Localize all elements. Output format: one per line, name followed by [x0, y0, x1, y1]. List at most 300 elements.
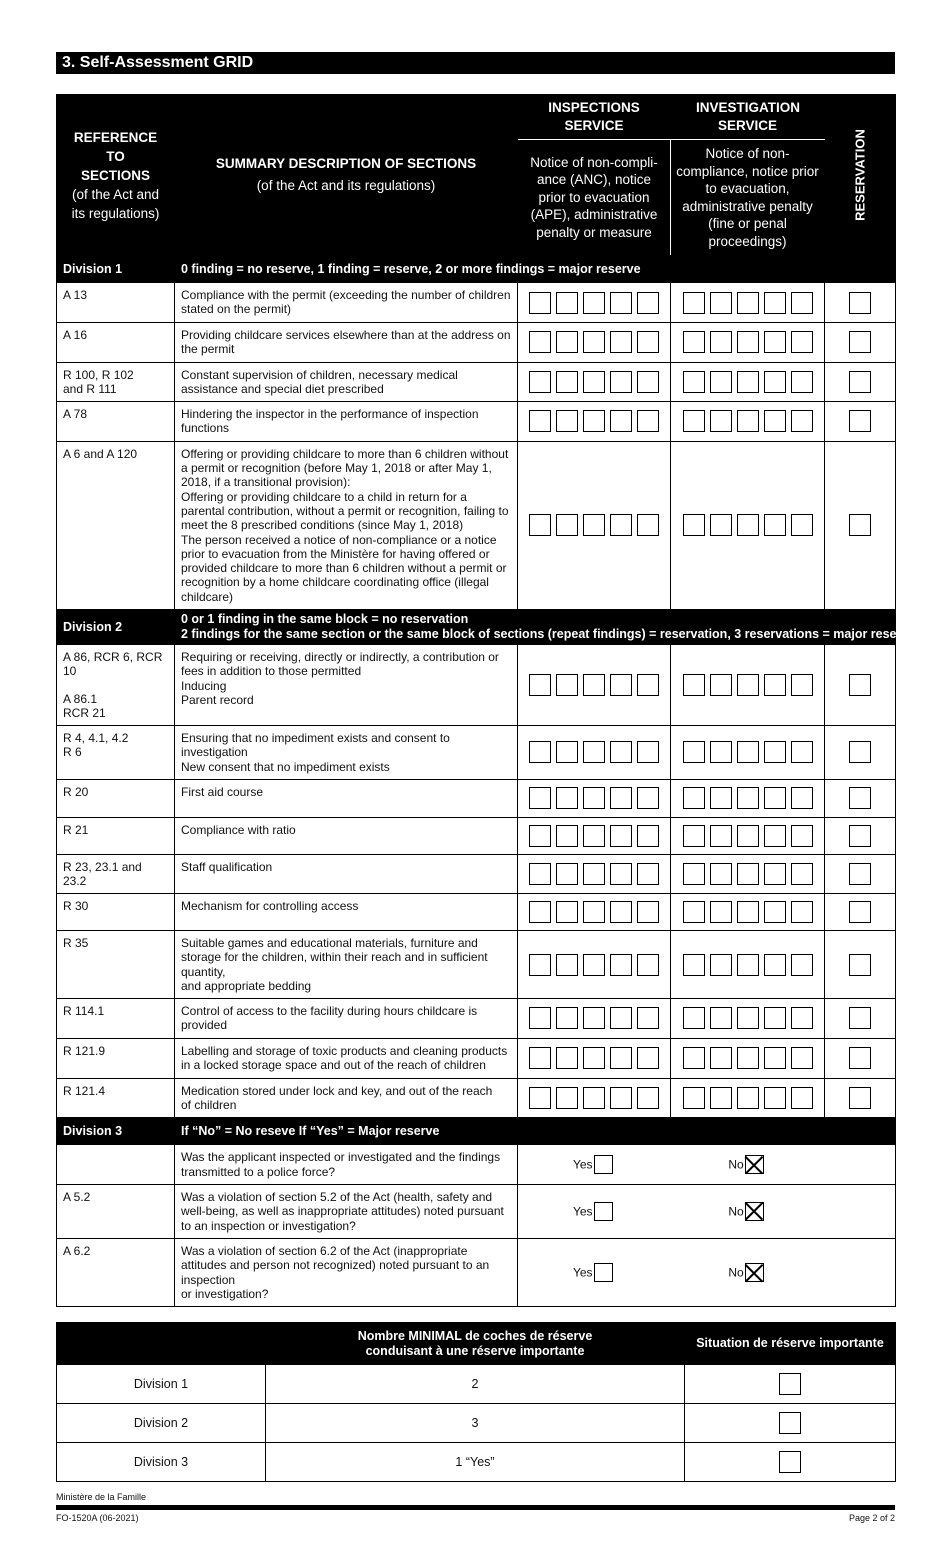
- no-label: No: [728, 1204, 744, 1219]
- inspection-checkbox[interactable]: [556, 954, 578, 976]
- inspection-checkbox[interactable]: [529, 901, 551, 923]
- header-inv-note: [671, 140, 825, 256]
- inspection-checkbox[interactable]: [610, 1047, 632, 1069]
- section-reference: R 4, 4.1, 4.2 R 6: [57, 726, 175, 780]
- investigation-checkbox[interactable]: [791, 292, 813, 314]
- investigation-checkbox[interactable]: [737, 674, 759, 696]
- inspection-checkbox[interactable]: [556, 331, 578, 353]
- reservation-checkbox[interactable]: [849, 825, 871, 847]
- reservation-box: [825, 441, 896, 609]
- inspection-checkbox[interactable]: [583, 292, 605, 314]
- investigation-checkbox[interactable]: [683, 1047, 705, 1069]
- investigation-checkbox[interactable]: [764, 371, 786, 393]
- investigation-boxes: [671, 441, 825, 609]
- division-label: Division 1: [57, 256, 175, 283]
- header-reservation-label: RESERVATION: [852, 129, 868, 221]
- summary-header-min: [266, 1323, 685, 1365]
- inspection-checkbox[interactable]: [637, 1047, 659, 1069]
- summary-situation: [685, 1404, 896, 1443]
- investigation-checkbox[interactable]: [737, 410, 759, 432]
- inspection-checkbox[interactable]: [610, 825, 632, 847]
- inspection-checkbox[interactable]: [637, 410, 659, 432]
- reservation-box: [825, 283, 896, 323]
- reservation-checkbox[interactable]: [849, 863, 871, 885]
- division-rule: [175, 610, 939, 645]
- section-reference: A 6 and A 120: [57, 441, 175, 609]
- section-reference: R 30: [57, 893, 175, 930]
- inspections-boxes: [518, 779, 671, 817]
- investigation-checkbox[interactable]: [791, 371, 813, 393]
- inspections-boxes: [518, 854, 671, 893]
- investigation-checkbox[interactable]: [791, 410, 813, 432]
- header-inv-title: INVESTIGATION SERVICE: [696, 100, 801, 133]
- investigation-checkbox[interactable]: [683, 1087, 705, 1109]
- summary-row: [57, 1404, 896, 1443]
- inspection-checkbox[interactable]: [529, 292, 551, 314]
- grid-row: [57, 645, 896, 726]
- inspection-checkbox[interactable]: [556, 787, 578, 809]
- investigation-checkbox[interactable]: [710, 674, 732, 696]
- reservation-box: [825, 323, 896, 363]
- investigation-checkbox[interactable]: [737, 1047, 759, 1069]
- no-label: No: [728, 1265, 744, 1280]
- inspection-checkbox[interactable]: [529, 741, 551, 763]
- grid-row: [57, 854, 896, 893]
- investigation-checkbox[interactable]: [737, 787, 759, 809]
- inspection-checkbox[interactable]: [529, 825, 551, 847]
- investigation-checkbox[interactable]: [683, 514, 705, 536]
- investigation-checkbox[interactable]: [764, 674, 786, 696]
- header-ref-title: REFERENCE TO SECTIONS: [73, 129, 158, 183]
- grid-row: [57, 930, 896, 998]
- reservation-box: [825, 402, 896, 442]
- summary-table: [56, 1322, 896, 1482]
- inspection-checkbox[interactable]: [556, 514, 578, 536]
- summary-row: [57, 1365, 896, 1404]
- inspection-checkbox[interactable]: [610, 1007, 632, 1029]
- investigation-boxes: [671, 1038, 825, 1078]
- investigation-boxes: [671, 817, 825, 854]
- inspection-checkbox[interactable]: [529, 331, 551, 353]
- investigation-checkbox[interactable]: [791, 787, 813, 809]
- footer-page: Page 2 of 2: [848, 1513, 895, 1523]
- summary-min-label: Nombre MINIMAL de coches de réserve conduisant à une réserve importante: [357, 1328, 593, 1358]
- investigation-checkbox[interactable]: [764, 410, 786, 432]
- inspection-checkbox[interactable]: [529, 514, 551, 536]
- division-rule-text: If “No” = No reseve If “Yes” = Major reserve: [181, 1123, 440, 1138]
- inspection-checkbox[interactable]: [637, 371, 659, 393]
- investigation-boxes: [671, 999, 825, 1039]
- inspection-checkbox[interactable]: [583, 674, 605, 696]
- inspection-checkbox[interactable]: [610, 331, 632, 353]
- section-reference: R 20: [57, 779, 175, 817]
- division-rule: [175, 1118, 896, 1145]
- footer-rule: [56, 1505, 895, 1510]
- investigation-checkbox[interactable]: [710, 410, 732, 432]
- inspection-checkbox[interactable]: [583, 825, 605, 847]
- inspection-checkbox[interactable]: [556, 410, 578, 432]
- section-reference: R 100, R 102 and R 111: [57, 362, 175, 402]
- reservation-checkbox[interactable]: [849, 331, 871, 353]
- yes-label: Yes: [572, 1204, 593, 1219]
- investigation-checkbox[interactable]: [737, 331, 759, 353]
- inspection-checkbox[interactable]: [610, 410, 632, 432]
- summary-situation: [685, 1443, 896, 1482]
- inspection-checkbox[interactable]: [610, 371, 632, 393]
- investigation-checkbox[interactable]: [764, 292, 786, 314]
- grid-row: [57, 1184, 896, 1238]
- inspection-checkbox[interactable]: [529, 1047, 551, 1069]
- inspection-checkbox[interactable]: [583, 514, 605, 536]
- footer-form-id: FO-1520A (06-2021): [56, 1513, 139, 1523]
- investigation-checkbox[interactable]: [764, 1047, 786, 1069]
- investigation-checkbox[interactable]: [791, 331, 813, 353]
- investigation-checkbox[interactable]: [764, 741, 786, 763]
- section-reference: R 35: [57, 930, 175, 998]
- inspection-checkbox[interactable]: [556, 1007, 578, 1029]
- reservation-checkbox[interactable]: [849, 410, 871, 432]
- section-description: Staff qualification: [175, 854, 518, 893]
- reservation-checkbox[interactable]: [849, 371, 871, 393]
- header-sum-title: SUMMARY DESCRIPTION OF SECTIONS: [215, 156, 477, 171]
- summary-minimum: 2: [266, 1365, 685, 1404]
- section-description: Requiring or receiving, directly or indirectly, a contribution or fees in addition to those permitted Inducing Parent record: [175, 645, 518, 726]
- section-reference: R 121.9: [57, 1038, 175, 1078]
- inspection-checkbox[interactable]: [583, 331, 605, 353]
- investigation-checkbox[interactable]: [683, 410, 705, 432]
- section-description: Control of access to the facility during hours childcare is provided: [175, 999, 518, 1039]
- yes-option: [518, 1238, 671, 1306]
- self-assessment-grid: [56, 94, 939, 1307]
- investigation-checkbox[interactable]: [683, 292, 705, 314]
- yes-checkbox[interactable]: [594, 1263, 613, 1282]
- grid-row: [57, 1145, 896, 1185]
- inspection-checkbox[interactable]: [610, 787, 632, 809]
- inspection-checkbox[interactable]: [637, 901, 659, 923]
- inspection-checkbox[interactable]: [583, 410, 605, 432]
- investigation-checkbox[interactable]: [737, 863, 759, 885]
- form-page: [56, 52, 939, 1482]
- investigation-checkbox[interactable]: [683, 674, 705, 696]
- investigation-checkbox[interactable]: [737, 825, 759, 847]
- inspections-boxes: [518, 283, 671, 323]
- investigation-checkbox[interactable]: [791, 741, 813, 763]
- investigation-checkbox[interactable]: [791, 1087, 813, 1109]
- section-description: Was a violation of section 5.2 of the Act (health, safety and well-being, as well as inappropriate attitudes) noted pursuant to an inspection or investigation?: [175, 1184, 518, 1238]
- investigation-checkbox[interactable]: [683, 787, 705, 809]
- inspection-checkbox[interactable]: [529, 371, 551, 393]
- investigation-checkbox[interactable]: [737, 1087, 759, 1109]
- investigation-checkbox[interactable]: [791, 1007, 813, 1029]
- inspection-checkbox[interactable]: [637, 292, 659, 314]
- situation-checkbox[interactable]: [779, 1412, 801, 1434]
- inspection-checkbox[interactable]: [610, 863, 632, 885]
- inspection-checkbox[interactable]: [583, 371, 605, 393]
- inspection-checkbox[interactable]: [610, 741, 632, 763]
- inspection-checkbox[interactable]: [583, 954, 605, 976]
- no-label: No: [728, 1157, 744, 1172]
- no-option: [671, 1184, 825, 1238]
- inspection-checkbox[interactable]: [583, 863, 605, 885]
- investigation-checkbox[interactable]: [683, 825, 705, 847]
- grid-row: [57, 441, 896, 609]
- inspection-checkbox[interactable]: [529, 863, 551, 885]
- reservation-box: [825, 645, 896, 726]
- reservation-box: [825, 362, 896, 402]
- investigation-checkbox[interactable]: [764, 1087, 786, 1109]
- header-reservation: [825, 95, 896, 256]
- investigation-checkbox[interactable]: [683, 1007, 705, 1029]
- division-header-row: [57, 1118, 896, 1145]
- grid-row: [57, 779, 896, 817]
- investigation-boxes: [671, 779, 825, 817]
- footer-org: Ministère de la Famille: [56, 1492, 147, 1502]
- inspection-checkbox[interactable]: [637, 674, 659, 696]
- investigation-checkbox[interactable]: [710, 863, 732, 885]
- investigation-boxes: [671, 362, 825, 402]
- inspection-checkbox[interactable]: [637, 825, 659, 847]
- investigation-checkbox[interactable]: [764, 901, 786, 923]
- investigation-checkbox[interactable]: [737, 1007, 759, 1029]
- section-description: Providing childcare services elsewhere than at the address on the permit: [175, 323, 518, 363]
- investigation-checkbox[interactable]: [764, 954, 786, 976]
- inspection-checkbox[interactable]: [637, 514, 659, 536]
- grid-row: [57, 362, 896, 402]
- inspection-checkbox[interactable]: [610, 1087, 632, 1109]
- inspection-checkbox[interactable]: [610, 954, 632, 976]
- inspection-checkbox[interactable]: [556, 674, 578, 696]
- inspections-boxes: [518, 726, 671, 780]
- investigation-checkbox[interactable]: [710, 514, 732, 536]
- inspection-checkbox[interactable]: [610, 901, 632, 923]
- summary-division: Division 3: [57, 1443, 266, 1482]
- investigation-checkbox[interactable]: [737, 292, 759, 314]
- summary-situation: [685, 1365, 896, 1404]
- inspections-boxes: [518, 999, 671, 1039]
- investigation-boxes: [671, 893, 825, 930]
- investigation-checkbox[interactable]: [710, 331, 732, 353]
- section-reference: A 13: [57, 283, 175, 323]
- inspection-checkbox[interactable]: [610, 674, 632, 696]
- reservation-checkbox[interactable]: [849, 954, 871, 976]
- inspection-checkbox[interactable]: [556, 901, 578, 923]
- grid-row: [57, 1078, 896, 1118]
- inspections-boxes: [518, 893, 671, 930]
- yes-option: [518, 1184, 671, 1238]
- investigation-checkbox[interactable]: [737, 901, 759, 923]
- inspection-checkbox[interactable]: [529, 1007, 551, 1029]
- investigation-checkbox[interactable]: [791, 674, 813, 696]
- investigation-checkbox[interactable]: [737, 514, 759, 536]
- investigation-checkbox[interactable]: [764, 331, 786, 353]
- investigation-checkbox[interactable]: [764, 825, 786, 847]
- inspection-checkbox[interactable]: [637, 954, 659, 976]
- investigation-checkbox[interactable]: [791, 901, 813, 923]
- investigation-checkbox[interactable]: [683, 331, 705, 353]
- inspection-checkbox[interactable]: [529, 787, 551, 809]
- investigation-checkbox[interactable]: [710, 901, 732, 923]
- inspection-checkbox[interactable]: [637, 741, 659, 763]
- reservation-box: [825, 726, 896, 780]
- inspection-checkbox[interactable]: [637, 331, 659, 353]
- section-reference: R 121.4: [57, 1078, 175, 1118]
- section-reference: [57, 1145, 175, 1185]
- summary-header-blank: [57, 1323, 266, 1365]
- section-description: Hindering the inspector in the performance of inspection functions: [175, 402, 518, 442]
- investigation-checkbox[interactable]: [710, 371, 732, 393]
- section-description: Was the applicant inspected or investigated and the findings transmitted to a police force?: [175, 1145, 518, 1185]
- investigation-boxes: [671, 402, 825, 442]
- section-description: Was a violation of section 6.2 of the Act (inappropriate attitudes and person not recognized) noted pursuant to an inspection or investigation?: [175, 1238, 518, 1306]
- inspection-checkbox[interactable]: [556, 863, 578, 885]
- investigation-checkbox[interactable]: [764, 787, 786, 809]
- reservation-checkbox[interactable]: [849, 901, 871, 923]
- header-summary: [175, 95, 518, 256]
- yes-label: Yes: [572, 1265, 593, 1280]
- investigation-boxes: [671, 1078, 825, 1118]
- situation-checkbox[interactable]: [779, 1451, 801, 1473]
- reservation-box: [825, 817, 896, 854]
- situation-checkbox[interactable]: [779, 1373, 801, 1395]
- inspection-checkbox[interactable]: [637, 1087, 659, 1109]
- investigation-checkbox[interactable]: [710, 741, 732, 763]
- investigation-checkbox[interactable]: [791, 863, 813, 885]
- investigation-boxes: [671, 726, 825, 780]
- section-reference: A 5.2: [57, 1184, 175, 1238]
- section-description: Compliance with ratio: [175, 817, 518, 854]
- reservation-checkbox[interactable]: [849, 1007, 871, 1029]
- inspection-checkbox[interactable]: [610, 514, 632, 536]
- inspection-checkbox[interactable]: [556, 741, 578, 763]
- investigation-checkbox[interactable]: [764, 514, 786, 536]
- yes-checkbox[interactable]: [594, 1202, 613, 1221]
- grid-row: [57, 323, 896, 363]
- reservation-checkbox[interactable]: [849, 741, 871, 763]
- section-reference: R 23, 23.1 and 23.2: [57, 854, 175, 893]
- inspection-checkbox[interactable]: [583, 901, 605, 923]
- investigation-checkbox[interactable]: [710, 954, 732, 976]
- inspection-checkbox[interactable]: [583, 1047, 605, 1069]
- section-description: First aid course: [175, 779, 518, 817]
- inspections-boxes: [518, 645, 671, 726]
- section-description: Medication stored under lock and key, and out of the reach of children: [175, 1078, 518, 1118]
- summary-minimum: 1 “Yes”: [266, 1443, 685, 1482]
- header-insp-title: INSPECTIONS SERVICE: [548, 100, 640, 133]
- inspection-checkbox[interactable]: [529, 410, 551, 432]
- grid-row: [57, 402, 896, 442]
- section-title: 3. Self-Assessment GRID: [56, 52, 895, 74]
- investigation-checkbox[interactable]: [791, 514, 813, 536]
- summary-header-situation: [685, 1323, 896, 1365]
- division-rule-text: 0 finding = no reserve, 1 finding = reserve, 2 or more findings = major reserve: [181, 261, 641, 276]
- inspection-checkbox[interactable]: [637, 863, 659, 885]
- investigation-checkbox[interactable]: [683, 954, 705, 976]
- inspection-checkbox[interactable]: [556, 1047, 578, 1069]
- section-description: Labelling and storage of toxic products and cleaning products in a locked storage space and out of the reach of children: [175, 1038, 518, 1078]
- inspection-checkbox[interactable]: [556, 292, 578, 314]
- inspection-checkbox[interactable]: [610, 292, 632, 314]
- investigation-checkbox[interactable]: [683, 371, 705, 393]
- reservation-checkbox[interactable]: [849, 674, 871, 696]
- inspections-boxes: [518, 1038, 671, 1078]
- investigation-boxes: [671, 645, 825, 726]
- inspection-checkbox[interactable]: [556, 825, 578, 847]
- inspection-checkbox[interactable]: [583, 741, 605, 763]
- empty-cell: [825, 1238, 896, 1306]
- reservation-checkbox[interactable]: [849, 787, 871, 809]
- section-description: Mechanism for controlling access: [175, 893, 518, 930]
- division-rule-text-2: 2 findings for the same section or the same block of sections (repeat findings) = reservation, 3 reservations = major reservation: [181, 627, 939, 642]
- no-checkbox[interactable]: [745, 1155, 764, 1174]
- no-option: [671, 1145, 825, 1185]
- investigation-checkbox[interactable]: [737, 371, 759, 393]
- inspections-boxes: [518, 930, 671, 998]
- yes-checkbox[interactable]: [594, 1155, 613, 1174]
- investigation-checkbox[interactable]: [683, 901, 705, 923]
- reservation-checkbox[interactable]: [849, 292, 871, 314]
- investigation-checkbox[interactable]: [764, 1007, 786, 1029]
- investigation-boxes: [671, 930, 825, 998]
- inspections-boxes: [518, 1078, 671, 1118]
- investigation-checkbox[interactable]: [737, 954, 759, 976]
- investigation-checkbox[interactable]: [683, 741, 705, 763]
- no-checkbox[interactable]: [745, 1202, 764, 1221]
- inspection-checkbox[interactable]: [583, 1087, 605, 1109]
- investigation-checkbox[interactable]: [710, 1047, 732, 1069]
- investigation-boxes: [671, 323, 825, 363]
- inspection-checkbox[interactable]: [529, 1087, 551, 1109]
- investigation-checkbox[interactable]: [683, 863, 705, 885]
- inspection-checkbox[interactable]: [556, 371, 578, 393]
- inspection-checkbox[interactable]: [529, 954, 551, 976]
- inspection-checkbox[interactable]: [529, 674, 551, 696]
- inspections-boxes: [518, 362, 671, 402]
- reservation-checkbox[interactable]: [849, 1047, 871, 1069]
- header-ref-sub: (of the Act and its regulations): [71, 186, 160, 221]
- investigation-checkbox[interactable]: [791, 825, 813, 847]
- investigation-checkbox[interactable]: [791, 1047, 813, 1069]
- inspection-checkbox[interactable]: [583, 1007, 605, 1029]
- inspection-checkbox[interactable]: [556, 1087, 578, 1109]
- inspection-checkbox[interactable]: [637, 787, 659, 809]
- grid-row: [57, 283, 896, 323]
- investigation-checkbox[interactable]: [710, 825, 732, 847]
- investigation-checkbox[interactable]: [791, 954, 813, 976]
- grid-row: [57, 726, 896, 780]
- section-description: Offering or providing childcare to more than 6 children without a permit or recognition (before May 1, 2018 or after May 1, 2018, if a transitional provision): Offering or providing childcare to a child in return for a parental contribution, without a permit or recognition, failing to meet the 8 prescribed conditions (since May 1, 2018) The person received a notice of non-compliance or a notice prior to evacuation from the Ministère for having offered or provided childcare to more than 6 children without a permit or recognition by a home childcare coordinating office (illegal childcare): [175, 441, 518, 609]
- insp-note-text: Notice of non-compli-ance (ANC), notice prior to evacuation (APE), administrative penalty or measure: [530, 154, 658, 240]
- investigation-checkbox[interactable]: [710, 292, 732, 314]
- division-rule-text: 0 or 1 finding in the same block = no reservation: [181, 612, 469, 627]
- summary-division: Division 2: [57, 1404, 266, 1443]
- section-description: Compliance with the permit (exceeding the number of children stated on the permit): [175, 283, 518, 323]
- inspections-boxes: [518, 817, 671, 854]
- reservation-box: [825, 1078, 896, 1118]
- investigation-checkbox[interactable]: [737, 741, 759, 763]
- reservation-checkbox[interactable]: [849, 514, 871, 536]
- inv-note-text: Notice of non-compliance, notice prior to evacuation, administrative penalty (fine or penal proceedings): [676, 146, 819, 249]
- yes-option: [518, 1145, 671, 1185]
- investigation-checkbox[interactable]: [710, 1087, 732, 1109]
- inspection-checkbox[interactable]: [637, 1007, 659, 1029]
- investigation-checkbox[interactable]: [710, 1007, 732, 1029]
- reservation-checkbox[interactable]: [849, 1087, 871, 1109]
- reservation-box: [825, 893, 896, 930]
- inspection-checkbox[interactable]: [583, 787, 605, 809]
- no-checkbox[interactable]: [745, 1263, 764, 1282]
- investigation-checkbox[interactable]: [710, 787, 732, 809]
- investigation-checkbox[interactable]: [764, 863, 786, 885]
